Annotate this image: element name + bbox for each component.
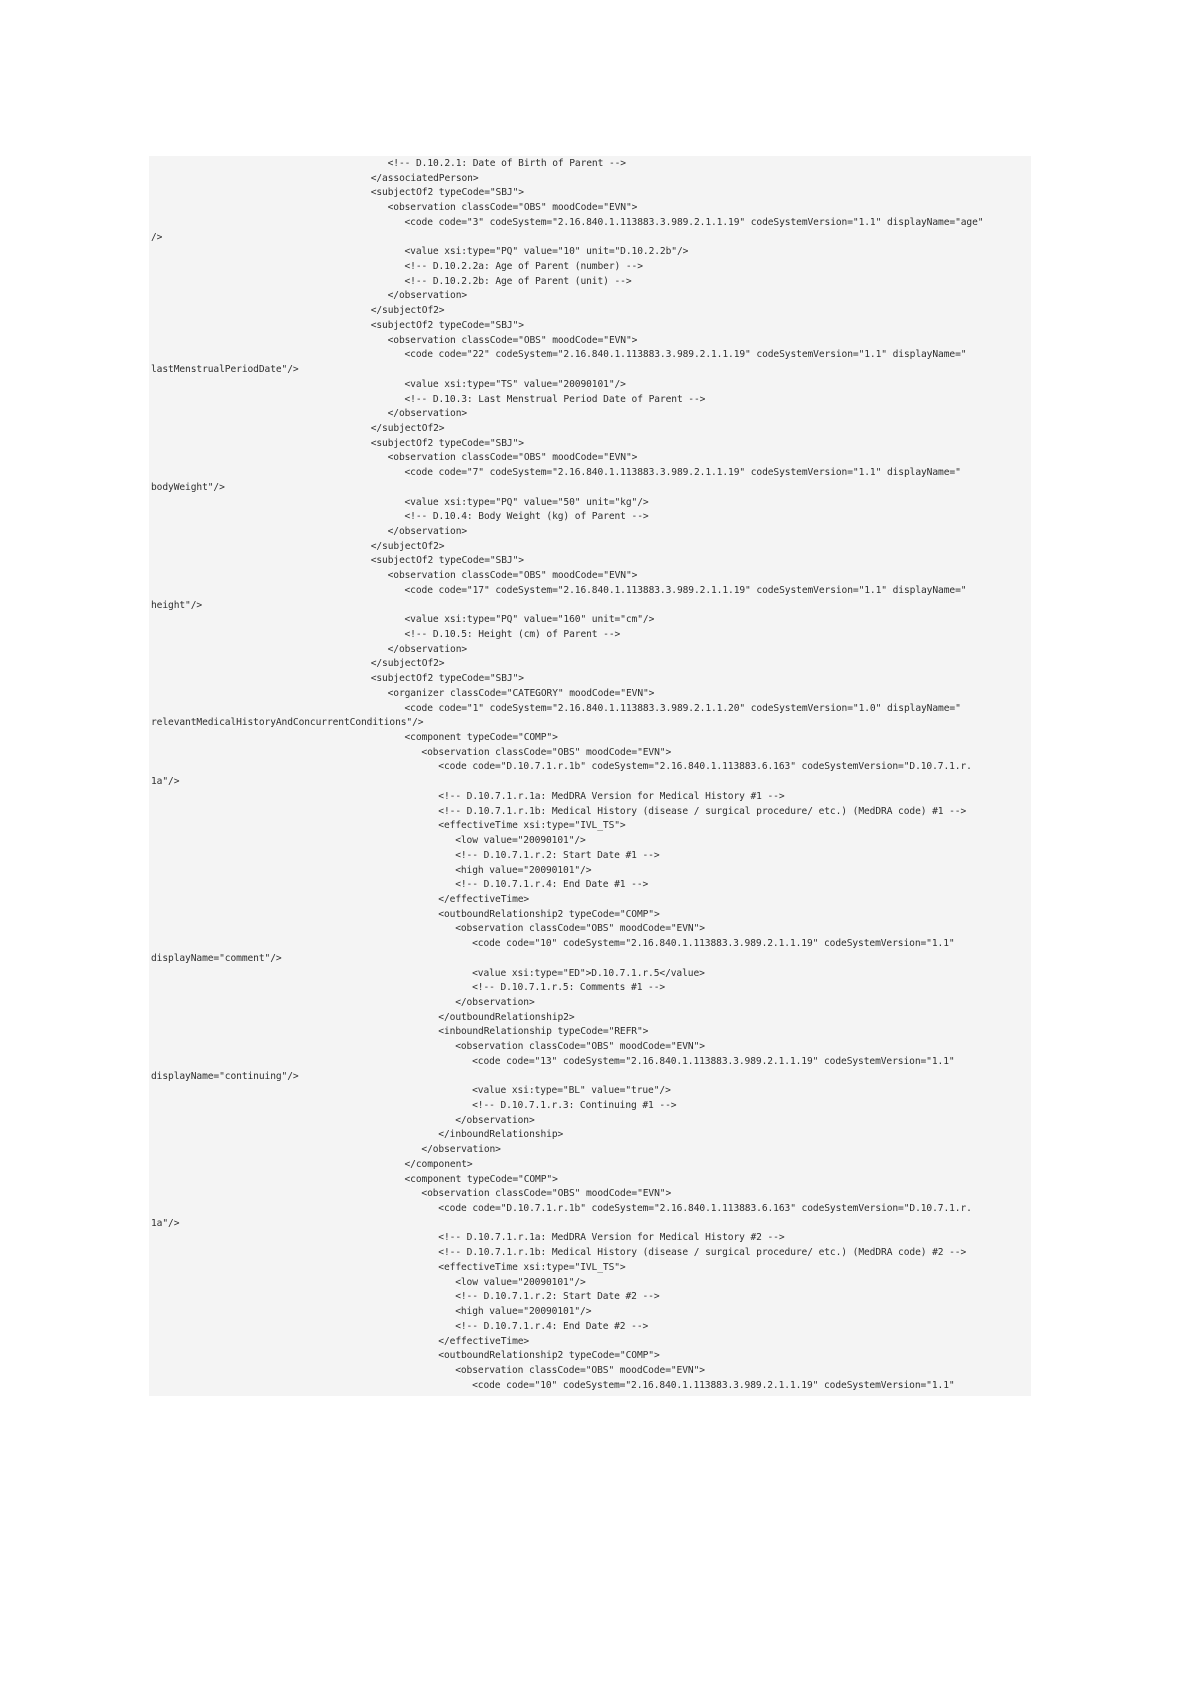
code-line: </inboundRelationship>	[438, 1129, 564, 1141]
code-line: <low value="20090101"/>	[455, 835, 586, 847]
code-line: <observation classCode="OBS" moodCode="EVN">	[421, 1188, 672, 1200]
code-line: <!-- D.10.5: Height (cm) of Parent -->	[404, 629, 621, 640]
code-line: <low value="20090101"/>	[455, 1276, 586, 1288]
code-line: <!-- D.10.2.1: Date of Birth of Parent -->	[387, 158, 626, 169]
code-line: <code code="22" codeSystem="2.16.840.1.113883.3.989.2.1.1.19" codeSystemVersion="1.1" displayName="	[404, 349, 967, 361]
code-line: </subjectOf2>	[370, 658, 445, 670]
code-line: <subjectOf2 typeCode="SBJ">	[370, 555, 524, 567]
code-line: <observation classCode="OBS" moodCode="EVN">	[455, 923, 705, 935]
code-line: <organizer classCode="CATEGORY" moodCode="EVN">	[387, 687, 655, 699]
code-line: <effectiveTime xsi:type="IVL_TS">	[438, 820, 626, 832]
code-line: <value xsi:type="PQ" value="160" unit="cm"/>	[404, 614, 655, 626]
code-line: <value xsi:type="PQ" value="10" unit="D.10.2.2b"/>	[404, 246, 689, 258]
code-line: </subjectOf2>	[370, 540, 445, 552]
code-line: <inboundRelationship typeCode="REFR">	[438, 1026, 649, 1038]
code-line: displayName="continuing"/>	[151, 1070, 299, 1082]
code-line: <code code="D.10.7.1.r.1b" codeSystem="2.16.840.1.113883.6.163" codeSystemVersion="D.10.7.1.r.	[438, 761, 972, 773]
code-line: <value xsi:type="PQ" value="50" unit="kg"/>	[404, 496, 649, 508]
code-line: <code code="1" codeSystem="2.16.840.1.113883.3.989.2.1.1.20" codeSystemVersion="1.0" displayName="	[404, 702, 961, 714]
code-line: </outboundRelationship2>	[438, 1011, 575, 1023]
code-line: <observation classCode="OBS" moodCode="EVN">	[455, 1041, 705, 1053]
code-line: lastMenstrualPeriodDate"/>	[151, 364, 299, 376]
code-line: <!-- D.10.7.1.r.2: Start Date #2 -->	[455, 1291, 660, 1303]
code-line: </observation>	[387, 290, 468, 302]
code-line: <!-- D.10.7.1.r.3: Continuing #1 -->	[472, 1100, 677, 1111]
xml-code-listing	[151, 157, 1031, 1393]
code-line: <outboundRelationship2 typeCode="COMP">	[438, 908, 660, 920]
code-line: <!-- D.10.7.1.r.1b: Medical History (disease / surgical procedure/ etc.) (MedDRA code) #2 -->	[438, 1247, 967, 1259]
code-line: <!-- D.10.7.1.r.5: Comments #1 -->	[472, 982, 666, 994]
code-line: 1a"/>	[151, 1217, 180, 1229]
code-line: <observation classCode="OBS" moodCode="EVN">	[421, 746, 672, 758]
code-line: <observation classCode="OBS" moodCode="EVN">	[387, 570, 638, 582]
code-line: <subjectOf2 typeCode="SBJ">	[370, 319, 524, 331]
code-line: <effectiveTime xsi:type="IVL_TS">	[438, 1261, 626, 1273]
code-line: relevantMedicalHistoryAndConcurrentConditions"/>	[151, 717, 424, 729]
code-line: <code code="3" codeSystem="2.16.840.1.113883.3.989.2.1.1.19" codeSystemVersion="1.1" displayName="age"	[404, 216, 984, 228]
code-line: </observation>	[421, 1144, 501, 1156]
code-line: </observation>	[387, 643, 468, 655]
code-line: <!-- D.10.7.1.r.4: End Date #2 -->	[455, 1320, 649, 1332]
code-line: <outboundRelationship2 typeCode="COMP">	[438, 1350, 660, 1362]
code-line: <code code="10" codeSystem="2.16.840.1.113883.3.989.2.1.1.19" codeSystemVersion="1.1"	[472, 1379, 955, 1391]
code-line: <!-- D.10.3: Last Menstrual Period Date of Parent -->	[404, 393, 706, 405]
code-line: <value xsi:type="TS" value="20090101"/>	[404, 378, 626, 390]
code-line: <code code="13" codeSystem="2.16.840.1.113883.3.989.2.1.1.19" codeSystemVersion="1.1"	[472, 1055, 955, 1067]
code-line: <observation classCode="OBS" moodCode="EVN">	[387, 452, 638, 464]
code-line: 1a"/>	[151, 776, 180, 788]
code-line: </effectiveTime>	[438, 893, 530, 905]
code-line: />	[151, 231, 163, 243]
code-line: <!-- D.10.7.1.r.1b: Medical History (disease / surgical procedure/ etc.) (MedDRA code) #1 -->	[438, 805, 967, 817]
code-line: </associatedPerson>	[370, 172, 479, 184]
code-line: <observation classCode="OBS" moodCode="EVN">	[455, 1364, 705, 1376]
code-line: </effectiveTime>	[438, 1335, 530, 1347]
code-line: <subjectOf2 typeCode="SBJ">	[370, 673, 524, 685]
code-line: </observation>	[455, 996, 535, 1008]
code-line: <subjectOf2 typeCode="SBJ">	[370, 437, 524, 449]
code-line: </subjectOf2>	[370, 422, 445, 434]
code-line: <!-- D.10.7.1.r.4: End Date #1 -->	[455, 879, 649, 891]
code-line: <code code="10" codeSystem="2.16.840.1.113883.3.989.2.1.1.19" codeSystemVersion="1.1"	[472, 938, 955, 950]
code-line: displayName="comment"/>	[151, 952, 282, 964]
code-line: <!-- D.10.2.2b: Age of Parent (unit) -->	[404, 275, 632, 287]
code-line: <component typeCode="COMP">	[404, 732, 558, 744]
code-line: <observation classCode="OBS" moodCode="EVN">	[387, 202, 638, 214]
code-line: <observation classCode="OBS" moodCode="EVN">	[387, 334, 638, 346]
code-line: bodyWeight"/>	[151, 481, 225, 493]
code-line: <component typeCode="COMP">	[404, 1173, 558, 1185]
code-line: <code code="7" codeSystem="2.16.840.1.113883.3.989.2.1.1.19" codeSystemVersion="1.1" displayName="	[404, 467, 961, 479]
code-line: <subjectOf2 typeCode="SBJ">	[370, 187, 524, 199]
code-line: </subjectOf2>	[370, 305, 445, 317]
code-line: </component>	[404, 1158, 473, 1170]
code-line: <value xsi:type="BL" value="true"/>	[472, 1085, 671, 1097]
code-line: <!-- D.10.7.1.r.1a: MedDRA Version for Medical History #2 -->	[438, 1232, 785, 1244]
code-line: <code code="D.10.7.1.r.1b" codeSystem="2.16.840.1.113883.6.163" codeSystemVersion="D.10.7.1.r.	[438, 1203, 972, 1215]
code-line: </observation>	[387, 525, 468, 537]
code-line: <!-- D.10.4: Body Weight (kg) of Parent -->	[404, 511, 649, 523]
code-line: height"/>	[151, 599, 203, 611]
code-line: <value xsi:type="ED">D.10.7.1.r.5</value>	[472, 967, 705, 979]
code-line: <high value="20090101"/>	[455, 864, 592, 876]
code-line: <high value="20090101"/>	[455, 1306, 592, 1318]
code-line: </observation>	[455, 1114, 535, 1126]
code-line: <!-- D.10.2.2a: Age of Parent (number) -->	[404, 261, 643, 273]
code-line: <!-- D.10.7.1.r.1a: MedDRA Version for Medical History #1 -->	[438, 790, 785, 802]
code-line: </observation>	[387, 408, 468, 420]
code-line: <!-- D.10.7.1.r.2: Start Date #1 -->	[455, 849, 660, 861]
code-line: <code code="17" codeSystem="2.16.840.1.113883.3.989.2.1.1.19" codeSystemVersion="1.1" displayName="	[404, 584, 967, 596]
